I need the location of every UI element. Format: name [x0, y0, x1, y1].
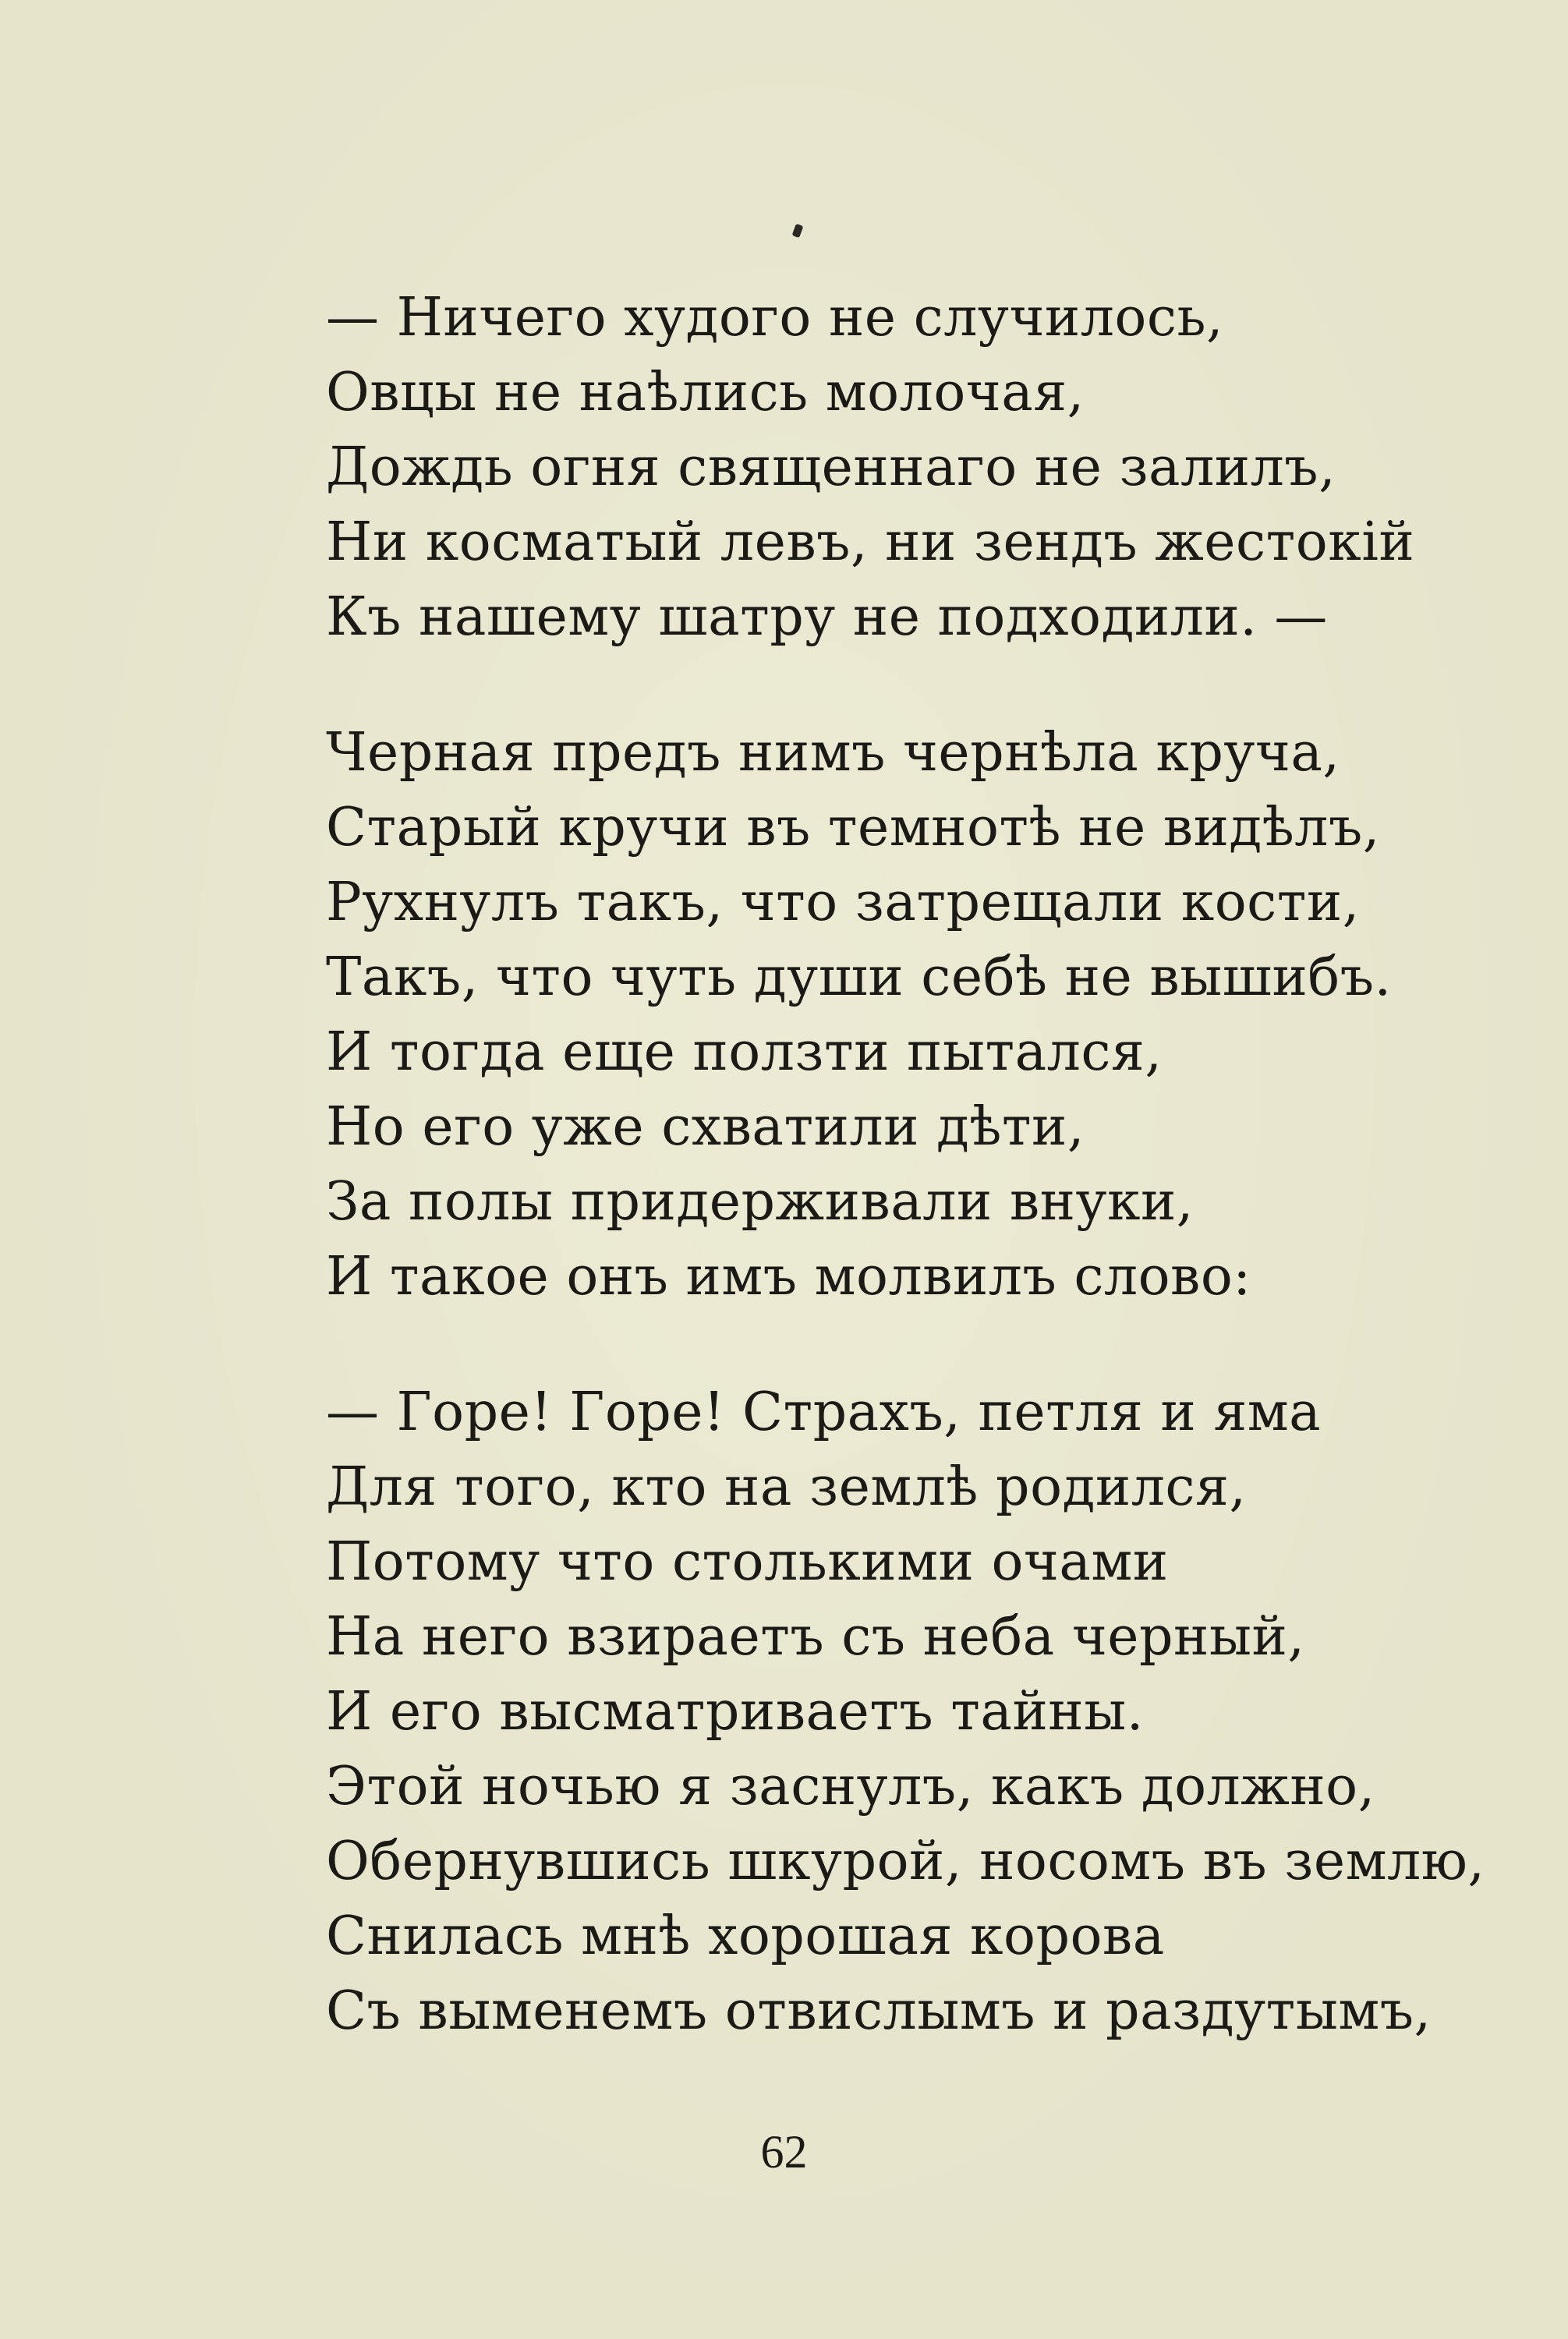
- verse-line: Черная предъ нимъ чернѣла круча,: [326, 722, 1340, 784]
- verse-line: И его высматриваетъ тайны.: [326, 1681, 1144, 1743]
- ink-mark: [792, 224, 804, 238]
- verse-line: Къ нашему шатру не подходили. —: [326, 586, 1328, 648]
- verse-line: Дождь огня священнаго не залилъ,: [326, 437, 1336, 498]
- verse-line: За полы придерживали внуки,: [326, 1171, 1194, 1233]
- stanza: [326, 716, 1542, 1315]
- verse-line: И тогда еще ползти пытался,: [326, 1021, 1163, 1083]
- verse-line: Обернувшись шкурой, носомъ въ землю,: [326, 1831, 1485, 1892]
- verse-line: Старый кручи въ темнотѣ не видѣлъ,: [326, 797, 1380, 858]
- verse-line: Съ выменемъ отвислымъ и раздутымъ,: [326, 1980, 1432, 2042]
- stanza: [326, 1375, 1542, 2049]
- verse-line: — Горе! Горе! Страхъ, петля и яма: [326, 1382, 1322, 1443]
- verse-line: Но его уже схватили дѣти,: [326, 1096, 1085, 1158]
- verse-line: Рухнулъ такъ, что затрещали кости,: [326, 872, 1360, 933]
- verse-line: Для того, кто на землѣ родился,: [326, 1456, 1247, 1518]
- verse-line: На него взираетъ съ неба черный,: [326, 1606, 1305, 1668]
- verse-line: Такъ, что чуть души себѣ не вышибъ.: [326, 947, 1392, 1008]
- verse-line: — Ничего худого не случилось,: [326, 287, 1224, 349]
- verse-line: И такое онъ имъ молвилъ слово:: [326, 1246, 1251, 1308]
- verse-line: Снилась мнѣ хорошая корова: [326, 1906, 1165, 1967]
- verse-line: Потому что столькими очами: [326, 1531, 1169, 1593]
- verse-line: Овцы не наѣлись молочая,: [326, 362, 1085, 423]
- page-number: 62: [760, 2126, 808, 2178]
- verse-line: Ни косматый левъ, ни зендъ жестокій: [326, 511, 1415, 573]
- verse-line: Этой ночью я заснулъ, какъ должно,: [326, 1756, 1375, 1817]
- stanza: [326, 281, 1542, 655]
- poem-text: [326, 281, 1542, 2110]
